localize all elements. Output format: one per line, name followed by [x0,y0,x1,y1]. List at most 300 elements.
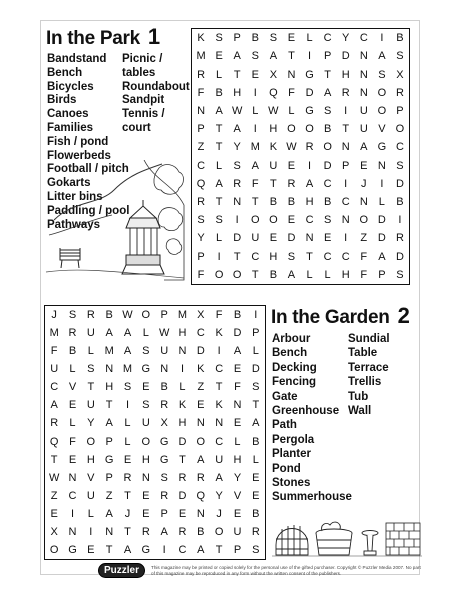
grid-letter-cell[interactable]: Z [105,489,113,502]
grid-letter-cell[interactable]: B [252,507,260,520]
grid-letter-cell[interactable]: S [323,214,332,227]
grid-letter-cell[interactable]: L [324,268,331,281]
grid-letter-cell[interactable]: I [344,232,348,245]
grid-letter-cell[interactable]: O [214,268,224,281]
grid-letter-cell[interactable]: Y [215,489,223,502]
grid-letter-cell[interactable]: C [323,177,332,190]
grid-letter-cell[interactable]: P [378,268,386,281]
grid-letter-cell[interactable]: O [305,123,314,136]
grid-letter-cell[interactable]: R [123,471,132,484]
grid-letter-cell[interactable]: L [252,104,259,117]
grid-letter-cell[interactable]: A [197,543,205,556]
grid-letter-cell[interactable]: R [141,525,150,538]
grid-letter-cell[interactable]: R [196,471,205,484]
grid-letter-cell[interactable]: D [377,214,386,227]
grid-letter-cell[interactable]: S [215,214,223,227]
grid-letter-cell[interactable]: P [197,123,205,136]
grid-letter-cell[interactable]: U [86,327,95,340]
grid-letter-cell[interactable]: U [215,453,224,466]
grid-letter-cell[interactable]: P [342,159,350,172]
grid-letter-cell[interactable]: A [251,159,259,172]
grid-letter-cell[interactable]: C [215,363,224,376]
grid-letter-cell[interactable]: W [122,309,133,322]
grid-letter-cell[interactable]: N [341,214,350,227]
grid-letter-cell[interactable]: E [68,453,77,466]
grid-letter-cell[interactable]: D [377,232,386,245]
grid-letter-cell[interactable]: L [306,268,313,281]
grid-letter-cell[interactable]: S [378,68,386,81]
grid-letter-cell[interactable]: S [269,32,278,45]
grid-letter-cell[interactable]: L [234,435,241,448]
grid-letter-cell[interactable]: E [233,507,242,520]
grid-letter-cell[interactable]: V [378,123,386,136]
grid-letter-cell[interactable]: V [87,471,95,484]
grid-letter-cell[interactable]: I [254,309,258,322]
grid-letter-cell[interactable]: A [123,543,132,556]
grid-letter-cell[interactable]: T [124,525,131,538]
grid-letter-cell[interactable]: L [69,417,76,430]
grid-letter-cell[interactable]: A [323,86,332,99]
grid-letter-cell[interactable]: L [216,68,223,81]
grid-letter-cell[interactable]: K [269,141,278,154]
grid-letter-cell[interactable]: J [51,309,57,322]
grid-letter-cell[interactable]: H [341,268,350,281]
grid-letter-cell[interactable]: A [50,399,58,412]
grid-letter-cell[interactable]: G [141,363,151,376]
grid-letter-cell[interactable]: I [380,32,384,45]
grid-letter-cell[interactable]: I [217,345,221,358]
grid-letter-cell[interactable]: Q [49,435,59,448]
grid-letter-cell[interactable]: S [233,159,241,172]
grid-letter-cell[interactable]: N [341,141,350,154]
grid-letter-cell[interactable]: E [287,159,296,172]
grid-letter-cell[interactable]: M [122,363,133,376]
grid-letter-cell[interactable]: P [160,309,168,322]
grid-letter-cell[interactable]: N [160,363,169,376]
grid-letter-cell[interactable]: E [251,68,259,81]
grid-letter-cell[interactable]: E [360,159,368,172]
grid-letter-cell[interactable]: T [179,453,186,466]
grid-letter-cell[interactable]: H [233,86,242,99]
grid-letter-cell[interactable]: G [141,543,151,556]
grid-letter-cell[interactable]: B [396,32,404,45]
grid-letter-cell[interactable]: B [287,196,296,209]
grid-letter-cell[interactable]: O [287,123,296,136]
grid-letter-cell[interactable]: P [323,50,332,63]
grid-letter-cell[interactable]: F [251,177,259,190]
grid-letter-cell[interactable]: O [377,86,387,99]
grid-letter-cell[interactable]: L [124,417,131,430]
grid-letter-cell[interactable]: K [215,399,223,412]
grid-letter-cell[interactable]: M [104,345,114,358]
grid-letter-cell[interactable]: N [196,417,205,430]
grid-letter-cell[interactable]: C [341,250,350,263]
grid-letter-cell[interactable]: A [215,471,223,484]
grid-letter-cell[interactable]: J [361,177,367,190]
grid-letter-cell[interactable]: S [396,50,404,63]
grid-letter-cell[interactable]: A [105,507,113,520]
grid-letter-cell[interactable]: E [178,507,187,520]
grid-letter-cell[interactable]: F [360,250,368,263]
grid-letter-cell[interactable]: O [232,268,242,281]
grid-letter-cell[interactable]: R [251,525,260,538]
grid-letter-cell[interactable]: P [396,104,404,117]
grid-letter-cell[interactable]: C [196,327,205,340]
grid-letter-cell[interactable]: X [396,68,404,81]
grid-letter-cell[interactable]: S [142,399,150,412]
grid-letter-cell[interactable]: B [197,525,205,538]
grid-letter-cell[interactable]: P [197,250,205,263]
grid-letter-cell[interactable]: N [359,68,368,81]
grid-letter-cell[interactable]: O [251,214,260,227]
grid-letter-cell[interactable]: O [196,435,206,448]
grid-letter-cell[interactable]: I [398,214,402,227]
grid-letter-cell[interactable]: L [252,453,259,466]
grid-letter-cell[interactable]: E [287,214,296,227]
grid-letter-cell[interactable]: T [215,123,223,136]
grid-letter-cell[interactable]: I [89,525,93,538]
grid-letter-cell[interactable]: B [215,86,223,99]
grid-letter-cell[interactable]: B [323,196,332,209]
grid-letter-cell[interactable]: F [197,268,205,281]
grid-letter-cell[interactable]: L [306,32,313,45]
grid-letter-cell[interactable]: W [232,104,243,117]
grid-letter-cell[interactable]: R [341,86,350,99]
grid-letter-cell[interactable]: N [141,471,150,484]
grid-letter-cell[interactable]: V [233,489,242,502]
grid-letter-cell[interactable]: A [233,50,241,63]
grid-letter-cell[interactable]: A [160,525,168,538]
grid-letter-cell[interactable]: S [251,50,259,63]
grid-letter-cell[interactable]: S [252,381,260,394]
grid-letter-cell[interactable]: W [48,471,60,484]
grid-letter-cell[interactable]: U [160,345,169,358]
grid-letter-cell[interactable]: R [305,141,314,154]
grid-letter-cell[interactable]: K [178,399,187,412]
grid-letter-cell[interactable]: G [159,453,169,466]
grid-letter-cell[interactable]: C [50,381,59,394]
grid-letter-cell[interactable]: B [68,345,77,358]
grid-letter-cell[interactable]: T [233,250,241,263]
grid-letter-cell[interactable]: Z [360,232,368,245]
grid-letter-cell[interactable]: G [68,543,77,556]
grid-letter-cell[interactable]: A [252,417,260,430]
grid-letter-cell[interactable]: I [308,50,312,63]
grid-letter-cell[interactable]: X [269,68,278,81]
grid-letter-cell[interactable]: A [360,141,368,154]
grid-letter-cell[interactable]: C [68,489,77,502]
grid-letter-cell[interactable]: U [86,489,95,502]
grid-letter-cell[interactable]: L [216,232,223,245]
grid-letter-cell[interactable]: M [177,309,188,322]
grid-letter-cell[interactable]: S [160,471,168,484]
grid-letter-cell[interactable]: B [252,435,260,448]
grid-letter-cell[interactable]: H [178,327,187,340]
grid-letter-cell[interactable]: L [378,196,385,209]
grid-letter-cell[interactable]: I [344,104,348,117]
grid-letter-cell[interactable]: K [197,32,205,45]
grid-letter-cell[interactable]: T [87,381,95,394]
grid-letter-cell[interactable]: R [395,232,404,245]
grid-letter-cell[interactable]: A [105,417,113,430]
grid-letter-cell[interactable]: Y [342,32,350,45]
grid-letter-cell[interactable]: B [269,268,278,281]
grid-letter-cell[interactable]: F [360,268,368,281]
grid-letter-cell[interactable]: D [251,363,260,376]
grid-letter-cell[interactable]: T [252,399,260,412]
grid-letter-cell[interactable]: H [305,196,314,209]
grid-letter-cell[interactable]: I [253,86,257,99]
grid-letter-cell[interactable]: O [86,435,96,448]
grid-letter-cell[interactable]: N [197,104,206,117]
grid-letter-cell[interactable]: Q [196,489,206,502]
grid-letter-cell[interactable]: A [233,123,241,136]
grid-letter-cell[interactable]: T [105,399,113,412]
grid-letter-cell[interactable]: R [395,86,404,99]
grid-letter-cell[interactable]: N [233,399,242,412]
grid-letter-cell[interactable]: S [396,268,404,281]
grid-letter-cell[interactable]: R [160,399,169,412]
grid-letter-cell[interactable]: E [142,489,150,502]
grid-letter-cell[interactable]: B [105,309,113,322]
grid-letter-cell[interactable]: R [287,177,296,190]
grid-letter-cell[interactable]: T [215,196,223,209]
grid-letter-cell[interactable]: N [377,159,386,172]
grid-letter-cell[interactable]: A [305,177,314,190]
grid-letter-cell[interactable]: S [323,104,332,117]
grid-letter-cell[interactable]: Q [196,177,206,190]
grid-letter-cell[interactable]: N [359,50,368,63]
grid-letter-cell[interactable]: H [233,453,242,466]
grid-letter-cell[interactable]: W [268,104,279,117]
grid-letter-cell[interactable]: S [215,32,223,45]
grid-letter-cell[interactable]: B [323,123,332,136]
grid-letter-cell[interactable]: T [233,68,241,81]
grid-letter-cell[interactable]: L [87,345,94,358]
grid-letter-cell[interactable]: C [359,32,368,45]
grid-letter-cell[interactable]: T [342,123,350,136]
grid-letter-cell[interactable]: H [269,123,278,136]
grid-letter-cell[interactable]: U [269,159,278,172]
grid-letter-cell[interactable]: T [215,543,223,556]
grid-letter-cell[interactable]: R [86,309,95,322]
grid-letter-cell[interactable]: F [50,345,58,358]
grid-letter-cell[interactable]: O [141,309,151,322]
grid-letter-cell[interactable]: T [105,543,113,556]
grid-letter-cell[interactable]: T [124,489,131,502]
grid-letter-cell[interactable]: P [233,543,242,556]
grid-letter-cell[interactable]: L [179,381,186,394]
grid-letter-cell[interactable]: D [178,489,187,502]
grid-letter-cell[interactable]: D [178,435,187,448]
grid-letter-cell[interactable]: D [287,232,296,245]
grid-letter-cell[interactable]: L [216,159,223,172]
grid-letter-cell[interactable]: G [159,435,169,448]
grid-letter-cell[interactable]: R [160,489,169,502]
grid-letter-cell[interactable]: U [359,123,368,136]
grid-letter-cell[interactable]: C [395,141,404,154]
grid-letter-cell[interactable]: E [323,232,332,245]
grid-letter-cell[interactable]: E [269,232,278,245]
grid-letter-cell[interactable]: M [196,50,206,63]
grid-letter-cell[interactable]: R [178,471,187,484]
grid-letter-cell[interactable]: E [252,489,260,502]
grid-letter-cell[interactable]: R [50,417,59,430]
grid-letter-cell[interactable]: X [50,525,58,538]
grid-letter-cell[interactable]: U [251,232,260,245]
grid-letter-cell[interactable]: S [123,381,132,394]
grid-letter-cell[interactable]: T [306,250,313,263]
grid-letter-cell[interactable]: S [68,309,77,322]
grid-letter-cell[interactable]: I [162,543,166,556]
grid-letter-cell[interactable]: F [69,435,76,448]
grid-letter-cell[interactable]: G [104,453,114,466]
grid-letter-cell[interactable]: A [123,327,132,340]
grid-letter-cell[interactable]: Y [233,471,242,484]
grid-letter-cell[interactable]: P [105,435,113,448]
grid-letter-cell[interactable]: A [287,268,296,281]
puzzle-1-letter-grid[interactable] [191,28,410,285]
grid-letter-cell[interactable]: A [215,104,223,117]
grid-letter-cell[interactable]: K [215,327,223,340]
grid-letter-cell[interactable]: R [197,196,206,209]
grid-letter-cell[interactable]: M [250,141,260,154]
grid-letter-cell[interactable]: U [359,104,368,117]
puzzle-2-letter-grid[interactable] [44,305,266,560]
grid-letter-cell[interactable]: Y [197,232,205,245]
grid-letter-cell[interactable]: E [123,453,132,466]
grid-letter-cell[interactable]: N [305,232,314,245]
grid-letter-cell[interactable]: O [395,123,405,136]
grid-letter-cell[interactable]: J [124,507,131,520]
grid-letter-cell[interactable]: T [215,141,223,154]
grid-letter-cell[interactable]: D [395,250,404,263]
grid-letter-cell[interactable]: C [305,214,314,227]
grid-letter-cell[interactable]: F [234,381,241,394]
grid-letter-cell[interactable]: A [378,250,386,263]
grid-letter-cell[interactable]: C [197,159,206,172]
grid-letter-cell[interactable]: N [287,68,296,81]
grid-letter-cell[interactable]: N [196,507,205,520]
grid-letter-cell[interactable]: E [252,471,260,484]
grid-letter-cell[interactable]: E [87,543,95,556]
grid-letter-cell[interactable]: B [160,381,168,394]
grid-letter-cell[interactable]: E [215,50,223,63]
grid-letter-cell[interactable]: R [233,177,242,190]
grid-letter-cell[interactable]: P [105,471,113,484]
grid-letter-cell[interactable]: B [396,196,404,209]
grid-letter-cell[interactable]: D [323,159,332,172]
grid-letter-cell[interactable]: L [87,507,94,520]
grid-letter-cell[interactable]: C [341,196,350,209]
grid-letter-cell[interactable]: L [124,435,131,448]
grid-letter-cell[interactable]: L [142,327,149,340]
grid-letter-cell[interactable]: H [141,453,150,466]
grid-letter-cell[interactable]: K [197,363,205,376]
grid-letter-cell[interactable]: O [377,104,387,117]
grid-letter-cell[interactable]: R [178,525,187,538]
grid-letter-cell[interactable]: H [341,68,350,81]
grid-letter-cell[interactable]: Q [269,86,278,99]
grid-letter-cell[interactable]: H [86,453,95,466]
grid-letter-cell[interactable]: S [252,543,260,556]
grid-letter-cell[interactable]: Y [233,141,241,154]
grid-letter-cell[interactable]: O [214,525,224,538]
grid-letter-cell[interactable]: R [197,68,206,81]
grid-letter-cell[interactable]: S [287,250,296,263]
grid-letter-cell[interactable]: D [233,327,242,340]
grid-letter-cell[interactable]: T [324,68,331,81]
grid-letter-cell[interactable]: G [377,141,387,154]
grid-letter-cell[interactable]: Z [197,381,205,394]
grid-letter-cell[interactable]: N [68,471,77,484]
grid-letter-cell[interactable]: N [215,417,224,430]
grid-letter-cell[interactable]: I [344,177,348,190]
grid-letter-cell[interactable]: I [125,399,130,412]
grid-letter-cell[interactable]: U [141,417,150,430]
grid-letter-cell[interactable]: H [269,250,278,263]
grid-letter-cell[interactable]: Y [87,417,95,430]
grid-letter-cell[interactable]: G [305,104,314,117]
grid-letter-cell[interactable]: H [105,381,114,394]
grid-letter-cell[interactable]: T [270,177,277,190]
grid-letter-cell[interactable]: V [68,381,77,394]
grid-letter-cell[interactable]: C [178,543,187,556]
grid-letter-cell[interactable]: A [233,345,242,358]
grid-letter-cell[interactable]: O [323,141,332,154]
grid-letter-cell[interactable]: D [196,345,205,358]
grid-letter-cell[interactable]: B [251,32,259,45]
grid-letter-cell[interactable]: O [269,214,278,227]
grid-letter-cell[interactable]: E [287,32,296,45]
grid-letter-cell[interactable]: I [180,363,185,376]
grid-letter-cell[interactable]: N [105,525,114,538]
grid-letter-cell[interactable]: S [197,214,205,227]
grid-letter-cell[interactable]: I [235,214,239,227]
grid-letter-cell[interactable]: E [233,417,242,430]
grid-letter-cell[interactable]: L [252,345,259,358]
grid-letter-cell[interactable]: A [197,453,205,466]
grid-letter-cell[interactable]: A [378,50,386,63]
grid-letter-cell[interactable]: G [305,68,314,81]
grid-letter-cell[interactable]: S [396,159,404,172]
grid-letter-cell[interactable]: O [49,543,59,556]
grid-letter-cell[interactable]: A [215,177,223,190]
grid-letter-cell[interactable]: E [142,507,150,520]
grid-letter-cell[interactable]: P [252,327,260,340]
grid-letter-cell[interactable]: I [217,250,221,263]
grid-letter-cell[interactable]: A [105,327,113,340]
grid-letter-cell[interactable]: N [68,525,77,538]
grid-letter-cell[interactable]: T [215,381,223,394]
grid-letter-cell[interactable]: C [251,250,260,263]
grid-letter-cell[interactable]: I [70,507,75,520]
grid-letter-cell[interactable]: C [323,32,332,45]
grid-letter-cell[interactable]: I [380,177,384,190]
grid-letter-cell[interactable]: I [253,123,257,136]
grid-letter-cell[interactable]: T [288,50,295,63]
grid-letter-cell[interactable]: L [288,104,295,117]
grid-letter-cell[interactable]: S [87,363,95,376]
grid-letter-cell[interactable]: E [50,507,58,520]
grid-letter-cell[interactable]: B [269,196,278,209]
grid-letter-cell[interactable]: R [68,327,77,340]
grid-letter-cell[interactable]: X [197,309,205,322]
grid-letter-cell[interactable]: T [251,196,259,209]
grid-letter-cell[interactable]: E [233,363,242,376]
grid-letter-cell[interactable]: N [359,196,368,209]
grid-letter-cell[interactable]: A [123,345,132,358]
